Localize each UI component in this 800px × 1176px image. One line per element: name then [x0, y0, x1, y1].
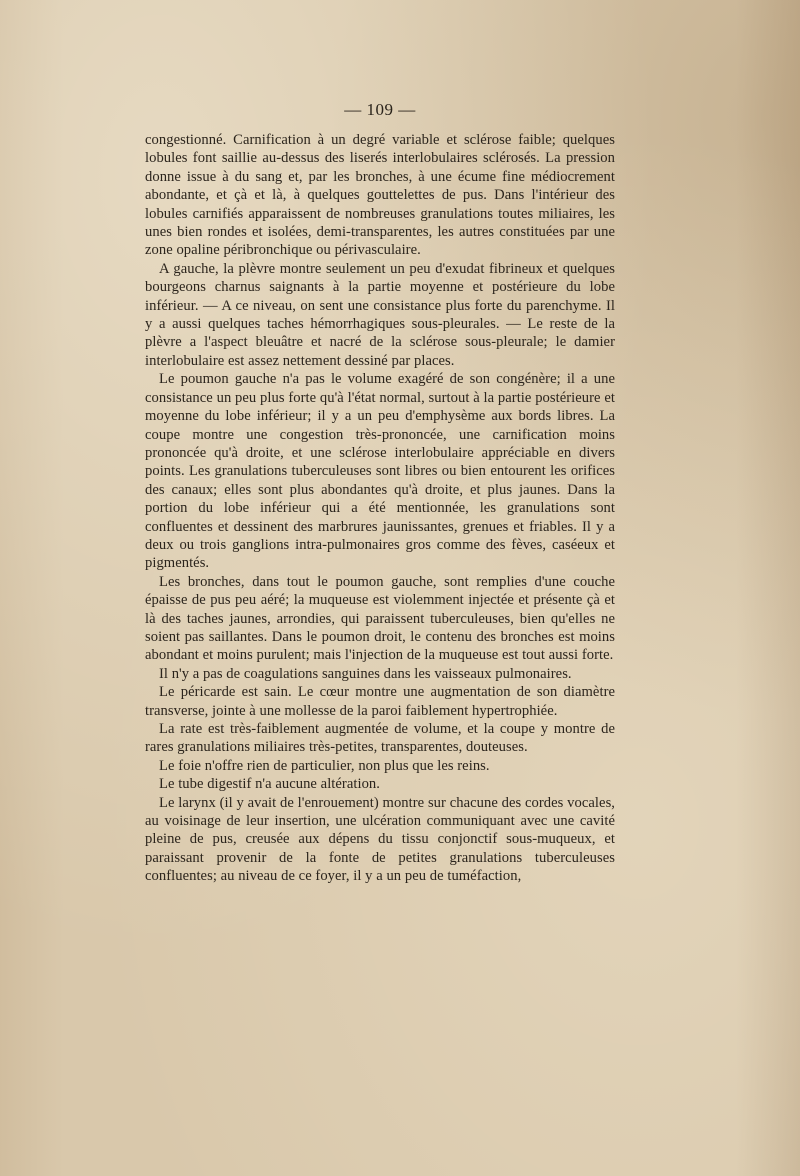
paragraph-4: Les bronches, dans tout le poumon gauche, sont remplies d'une couche épaisse de pus peu aéré; la muqueuse est violemment injectée et présente çà et là des taches jaunes, arrondies, qui paraissent tuberculeuses, bien qu'elles ne soient pas saillantes. Dans le poumon droit, le contenu des bronches est moins abondant et moins purulent; mais l'injection de la muqueuse est tout aussi forte.	[145, 573, 615, 664]
body-text	[145, 131, 615, 886]
paragraph-7: La rate est très-faiblement augmentée de volume, et la coupe y montre de rares granulations miliaires très-petites, transparentes, douteuses.	[145, 721, 615, 756]
paragraph-1: congestionné. Carnification à un degré variable et sclérose faible; quelques lobules font saillie au-dessus des liserés interlobulaires sclérosés. La pression donne issue à du sang et, par les bronches, à une écume fine médiocrement abondante, et çà et là, à quelques gouttelettes de pus. Dans l'intérieur des lobules carnifiés apparaissent de nombreuses granulations toutes miliaires, les unes bien rondes et isolées, demi-transparentes, les autres constituées par une zone opaline péribronchique ou périvasculaire.	[145, 132, 615, 259]
paragraph-10: Le larynx (il y avait de l'enrouement) montre sur chacune des cordes vocales, au voisinage de leur insertion, une ulcération communiquant avec une cavité pleine de pus, creusée aux dépens du tissu conjonctif sous-muqueux, et paraissant provenir de la fonte de petites granulations tuberculeuses confluentes; au niveau de ce foyer, il y a un peu de tuméfaction,	[145, 794, 615, 885]
paragraph-6: Le péricarde est sain. Le cœur montre une augmentation de son diamètre transverse, jointe à une mollesse de la paroi faiblement hypertrophiée.	[145, 684, 615, 719]
page-number: — 109 —	[344, 100, 416, 119]
paragraph-8: Le foie n'offre rien de particulier, non plus que les reins.	[159, 757, 490, 774]
paragraph-2: A gauche, la plèvre montre seulement un peu d'exudat fibrineux et quelques bourgeons charnus saignants à la partie moyenne et postérieure du lobe inférieur. — A ce niveau, on sent une consistance plus forte du parenchyme. Il y a aussi quelques taches hémorrhagiques sous-pleurales. — Le reste de la plèvre a l'aspect bleuâtre et nacré de la sclérose sous-pleurale; le damier interlobulaire est assez nettement dessiné par places.	[145, 260, 615, 369]
paragraph-9: Le tube digestif n'a aucune altération.	[159, 776, 380, 793]
paragraph-3: Le poumon gauche n'a pas le volume exagéré de son congénère; il a une consistance un peu plus forte qu'à l'état normal, surtout à la partie postérieure et moyenne du lobe inférieur; il y a un peu d'emphysème aux bords libres. La coupe montre une congestion très-prononcée, une carnification moins prononcée qu'à droite, et une sclérose interlobulaire appréciable en divers points. Les granulations tuberculeuses sont libres ou bien entourent les orifices des canaux; elles sont plus abondantes qu'à droite, et plus jaunes. Dans la portion du lobe inférieur qui a été mentionnée, les granulations sont confluentes et dessinent des marbrures jaunissantes, grenues et friables. Il y a deux ou trois ganglions intra-pulmonaires gros comme des fèves, caséeux et pigmentés.	[145, 371, 615, 572]
paragraph-5: Il n'y a pas de coagulations sanguines dans les vaisseaux pulmonaires.	[159, 665, 572, 682]
